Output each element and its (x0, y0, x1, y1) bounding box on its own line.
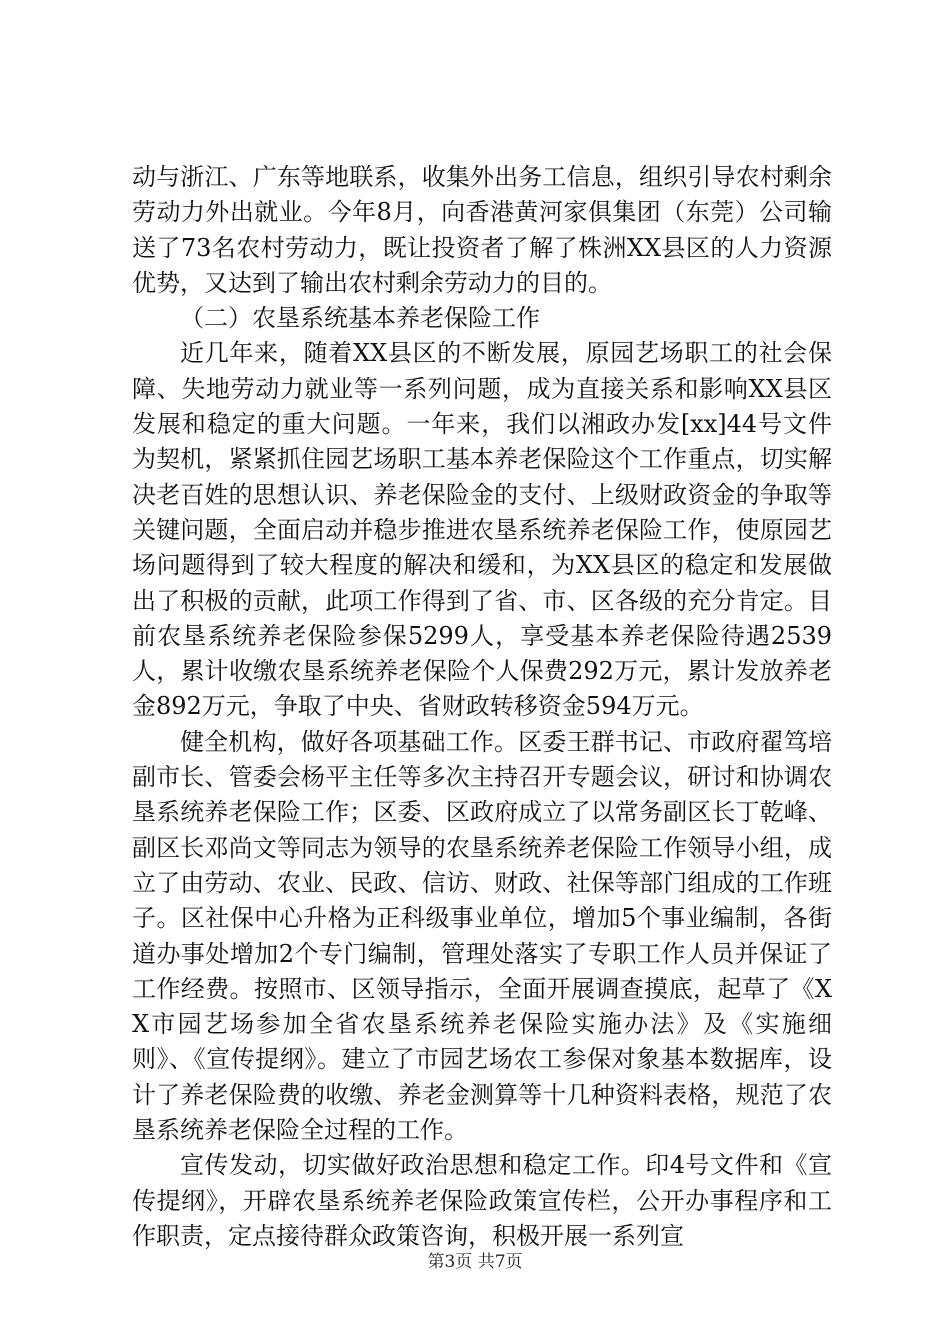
page-number-footer: 第3页 共7页 (427, 1252, 523, 1272)
section-heading-pension: （二）农垦系统基本养老保险工作 (180, 304, 540, 333)
document-body (132, 160, 832, 1254)
paragraph-organization: 健全机构，做好各项基础工作。区委王群书记、市政府翟笃培副市长、管委会杨平主任等多次主持召开专题会议，研讨和协调农垦系统养老保险工作；区委、区政府成立了以常务副区长丁乾峰、副区长邓尚文等同志为领导的农垦系统养老保险工作领导小组，成立了由劳动、农业、民政、信访、财政、社保等部门组成的工作班子。区社保中心升格为正科级事业单位，增加5个事业编制，各街道办事处增加2个专门编制，管理处落实了专职工作人员并保证了工作经费。按照市、区领导指示，全面开展调查摸底，起草了《XX市园艺场参加全省农垦系统养老保险实施办法》及《实施细则》、《宣传提纲》。建立了市园艺场农工参保对象基本数据库，设计了养老保险费的收缴、养老金测算等十几种资料表格，规范了农垦系统养老保险全过程的工作。 (132, 727, 832, 1145)
paragraph-labor-export: 动与浙江、广东等地联系，收集外出务工信息，组织引导农村剩余劳动力外出就业。今年8月，向香港黄河家俱集团（东莞）公司输送了73名农村劳动力，既让投资者了解了株洲XX县区的人力资源优势，又达到了输出农村剩余劳动力的目的。 (132, 163, 832, 297)
paragraph-publicity: 宣传发动，切实做好政治思想和稳定工作。印4号文件和《宣传提纲》，开辟农垦系统养老保险政策宣传栏，公开办事程序和工作职责，定点接待群众政策咨询，积极开展一系列宣 (132, 1151, 832, 1250)
paragraph-pension-overview: 近几年来，随着XX县区的不断发展，原园艺场职工的社会保障、失地劳动力就业等一系列问题，成为直接关系和影响XX县区发展和稳定的重大问题。一年来，我们以湘政办发[xx]44号文件为契机，紧紧抓住园艺场职工基本养老保险这个工作重点，切实解决老百姓的思想认识、养老保险金的支付、上级财政资金的争取等关键问题，全面启动并稳步推进农垦系统养老保险工作，使原园艺场问题得到了较大程度的解决和缓和，为XX县区的稳定和发展做出了积极的贡献，此项工作得到了省、市、区各级的充分肯定。目前农垦系统养老保险参保5299人，享受基本养老保险待遇2539人，累计收缴农垦系统养老保险个人保费292万元，累计发放养老金892万元，争取了中央、省财政转移资金594万元。 (132, 339, 832, 721)
